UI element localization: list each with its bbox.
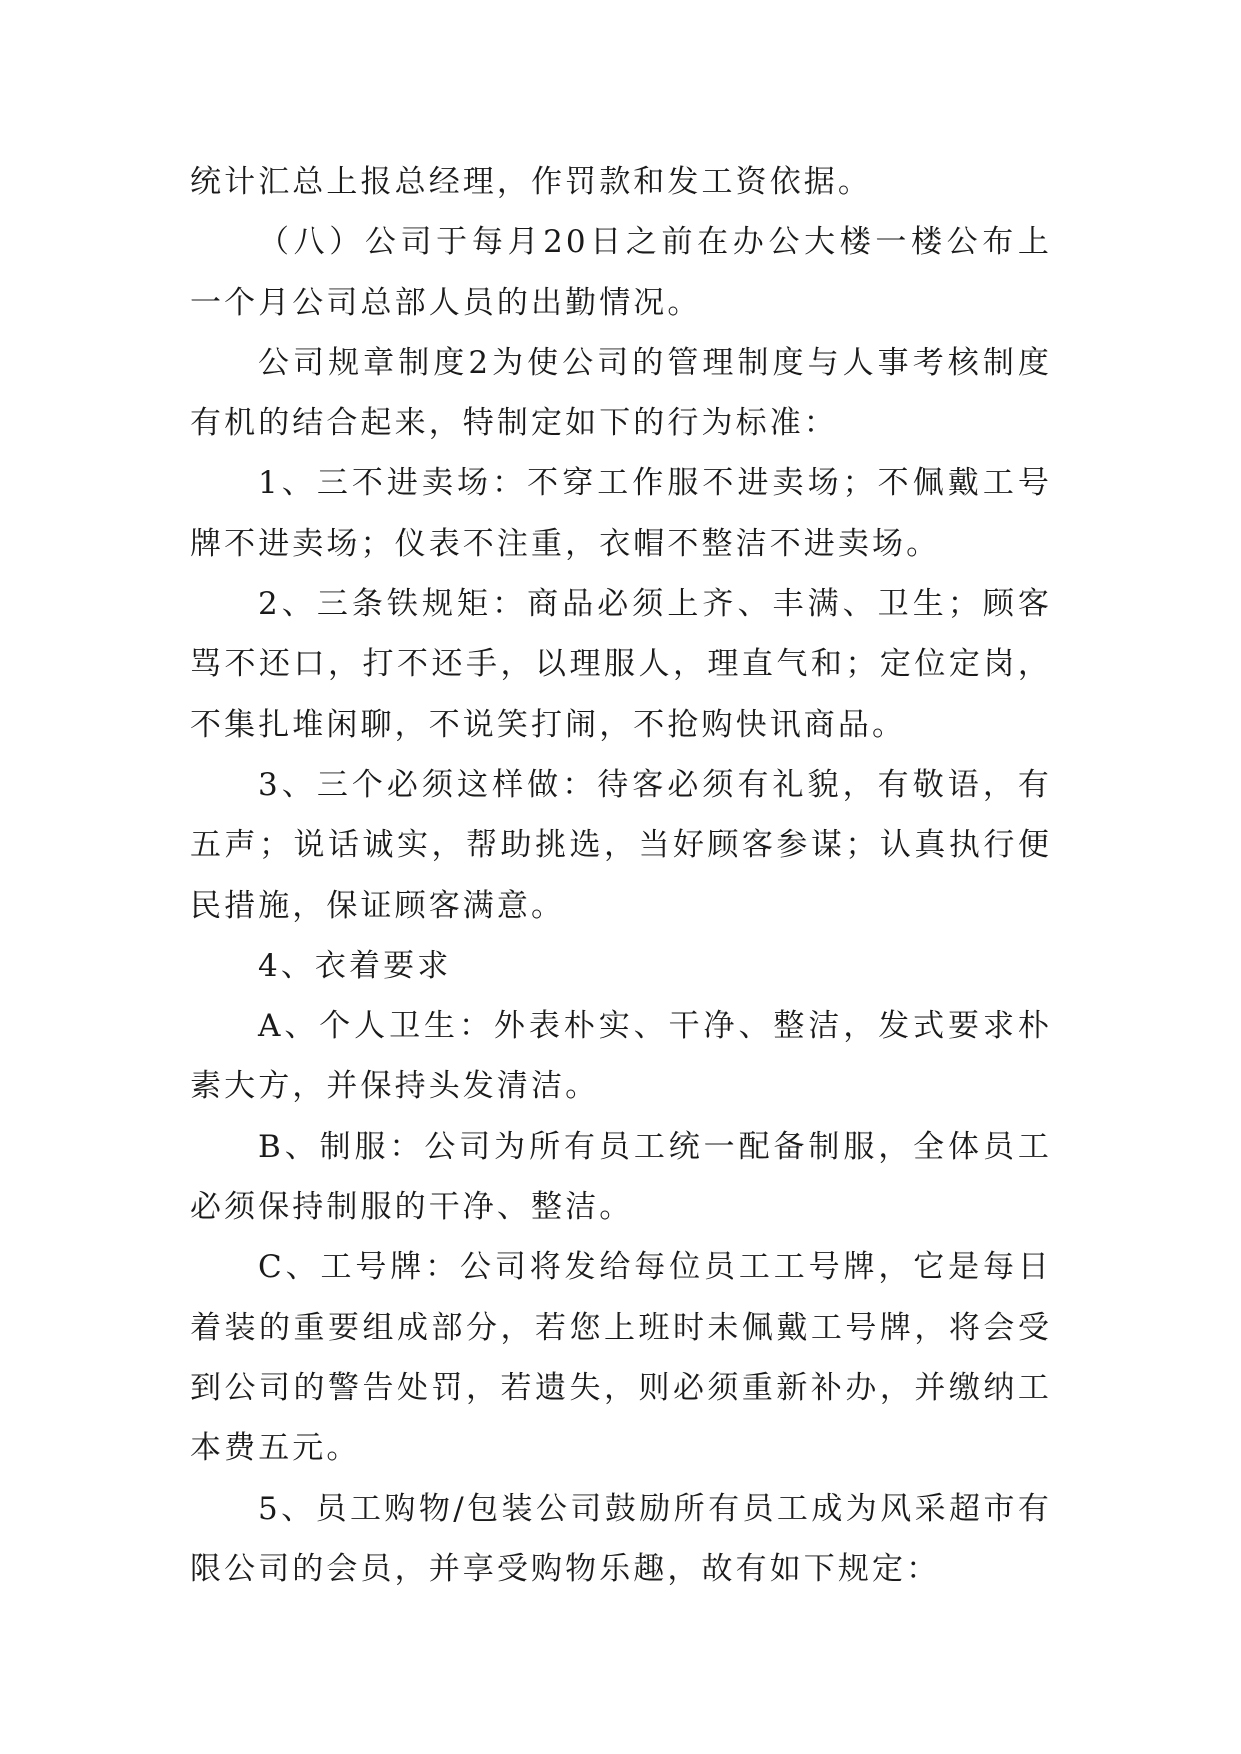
paragraph: 5、员工购物/包装公司鼓励所有员工成为风采超市有限公司的会员，并享受购物乐趣，故有如下规定： <box>190 1490 1052 1587</box>
paragraph: A、个人卫生：外表朴实、干净、整洁，发式要求朴素大方，并保持头发清洁。 <box>190 1008 1052 1105</box>
paragraph: B、制服：公司为所有员工统一配备制服，全体员工必须保持制服的干净、整洁。 <box>190 1128 1052 1226</box>
paragraph: C、工号牌：公司将发给每位员工工号牌，它是每日着装的重要组成部分，若您上班时未佩戴工号牌，将会受到公司的警告处罚，若遗失，则必须重新补办，并缴纳工本费五元。 <box>190 1249 1052 1467</box>
paragraph: 公司规章制度2为使公司的管理制度与人事考核制度有机的结合起来，特制定如下的行为标准： <box>190 344 1052 442</box>
paragraph: 1、三不进卖场：不穿工作服不进卖场；不佩戴工号牌不进卖场；仪表不注重，衣帽不整洁不进卖场。 <box>190 465 1052 562</box>
paragraph: 统计汇总上报总经理，作罚款和发工资依据。 <box>190 164 872 200</box>
paragraph: 2、三条铁规矩：商品必须上齐、丰满、卫生；顾客骂不还口，打不还手，以理服人，理直气和；定位定岗，不集扎堆闲聊，不说笑打闹，不抢购快讯商品。 <box>190 586 1052 743</box>
paragraph: 4、衣着要求 <box>258 947 452 984</box>
document-body <box>190 152 1052 1599</box>
paragraph: 3、三个必须这样做：待客必须有礼貌，有敬语，有五声；说话诚实，帮助挑选，当好顾客参谋；认真执行便民措施，保证顾客满意。 <box>190 766 1052 924</box>
paragraph: （八）公司于每月20日之前在办公大楼一楼公布上一个月公司总部人员的出勤情况。 <box>190 224 1052 321</box>
